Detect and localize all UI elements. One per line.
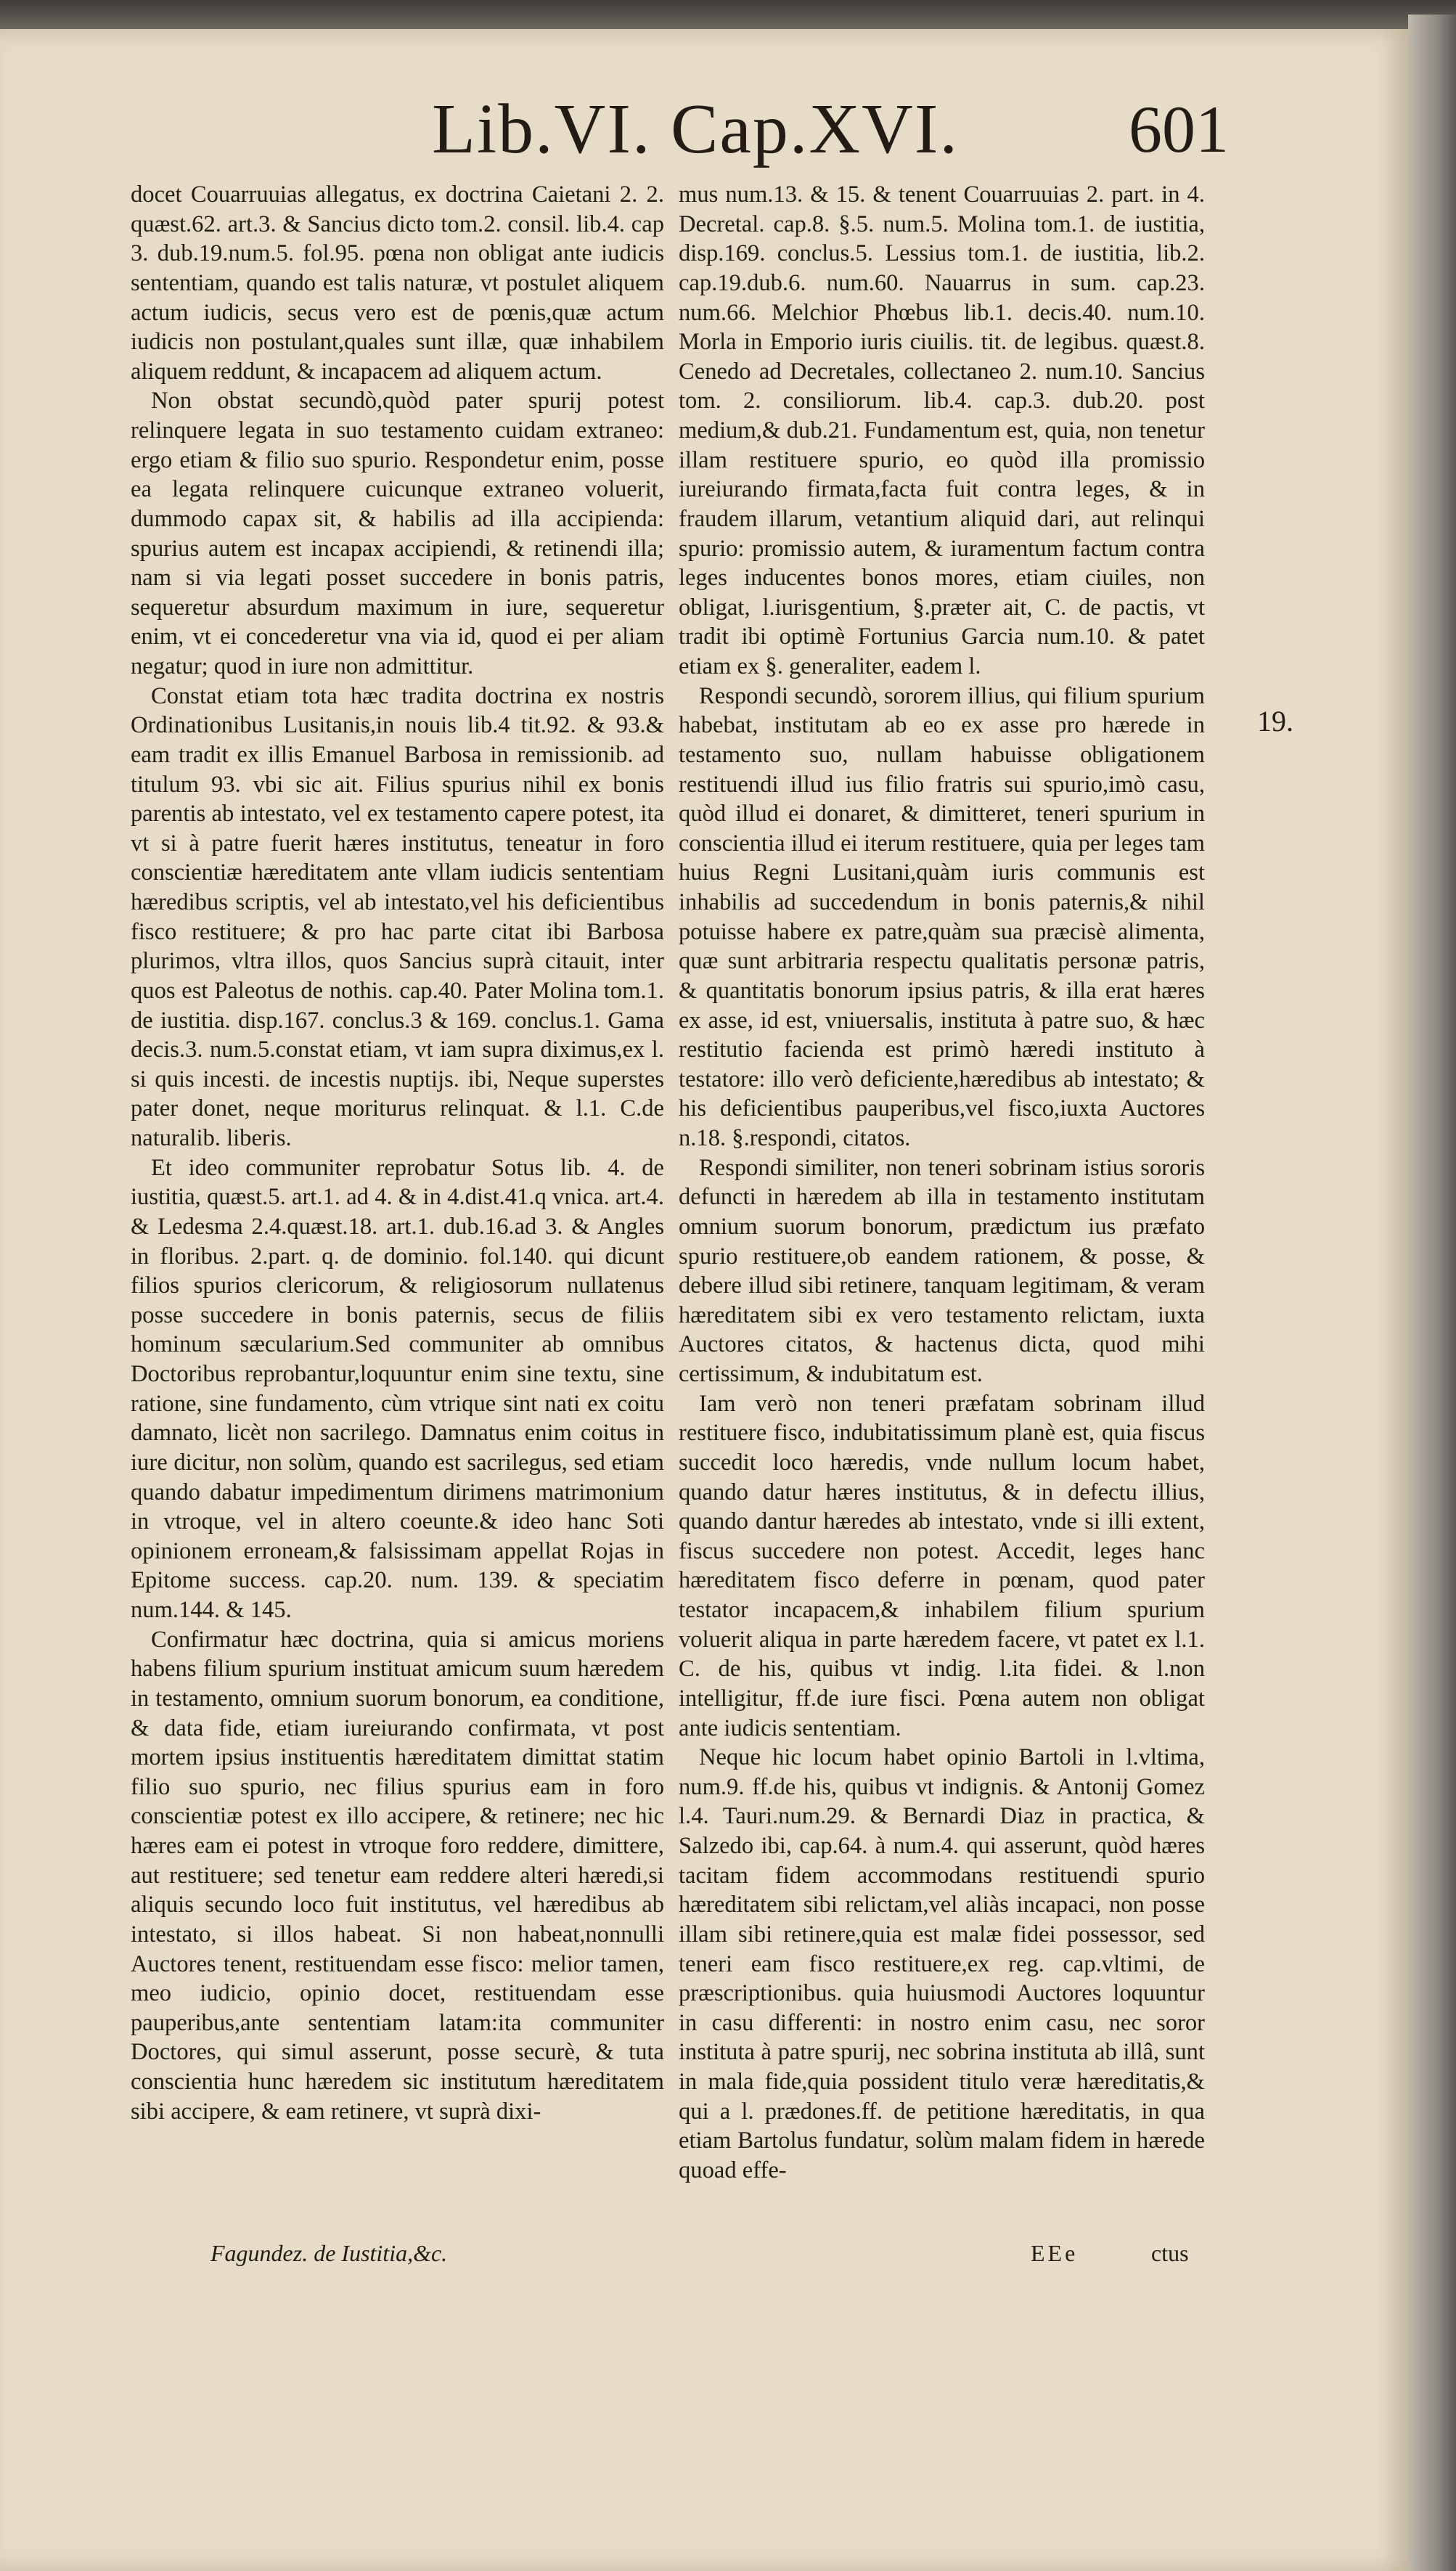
running-title: Lib.VI. Cap.XVI. [432, 90, 960, 168]
paragraph: Iam verò non teneri præfatam sobrinam illud restituere fisco, indubitatissimum planè est, quia fiscus succedit loco hæredis, vnde nullum locum habet, quando datur hæres institutus, & in defectu illius, quando dantur hæredes ab intestato, vnde si illi extent, fiscus succedere non potest. Accedit, leges hanc hæreditatem fisco deferre in pœnam, quod pater testator incapacem,& inhabilem filium spurium voluerit aliqua in parte hæredem facere, vt patet ex l.1. C. de his, quibus vt indig. l.ita fidei. & l.non intelligitur, ff.de iure fisci. Pœna autem non obligat ante iudicis sententiam. [679, 1390, 1205, 1741]
page-number: 601 [1129, 92, 1229, 166]
paragraph: Neque hic locum habet opinio Bartoli in l.vltima, num.9. ff.de his, quibus vt indignis. & Antonij Gomez l.4. Tauri.num.29. & Bernardi Diaz in practica, & Salzedo ibi, cap.64. à num.4. qui asserunt, quòd hæres tacitam fidem accommodans restituendi spurio hæreditatem sibi relictam,vel aliàs incapaci, non posse illam sibi retinere,quia est malæ fidei possessor, sed teneri eam fisco restituere,ex reg. cap.vltimi, de præscriptionibus. quia huiusmodi Auctores loquuntur in casu differenti: in nostro enim casu, nec soror instituta à patre spurij, nec sobrina instituta ab illâ, sunt in mala fide,quia possident titulo veræ hæreditatis,& qui a l. prædones.ff. de petitione hæreditatis, in qua etiam Bartolus fundatur, solùm malam fidem in hærede quoad effe- [679, 1744, 1205, 2183]
paragraph: docet Couarruuias allegatus, ex doctrina Caietani 2. 2. quæst.62. art.3. & Sancius dicto tom.2. consil. lib.4. cap 3. dub.19.num.5. fol.95. pœna non obligat ante iudicis sententiam, quando est talis naturæ, vt postulet aliquem actum iudicis, secus vero est de pœnis,quæ actum iudicis non postulant,quales sunt illæ, quæ inhabilem aliquem reddunt, & incapacem ad aliquem actum. [131, 181, 664, 385]
paragraph: mus num.13. & 15. & tenent Couarruuias 2. part. in 4. Decretal. cap.8. §.5. num.5. Molina tom.1. de iustitia, disp.169. conclus.5. Lessius tom.1. de iustitia, lib.2. cap.19.dub.6. num.60. Nauarrus in sum. cap.23. num.66. Melchior Phœbus lib.1. decis.40. num.10. Morla in Emporio iuris ciuilis. tit. de legibus. quæst.8. Cenedo ad Decretales, collectaneo 2. num.10. Sancius tom. 2. consiliorum. lib.4. cap.3. dub.20. post medium,& dub.21. Fundamentum est, quia, non tenetur illam restituere spurio, eo quòd illa promissio iureiurando firmata,facta fuit contra leges, & in fraudem illarum, vetantium aliquid dari, aut relinqui spurio: promissio autem, & iuramentum factum contra leges inducentes bonos mores, etiam ciuiles, non obligat, l.iurisgentium, §.præter ait, C. de pactis, vt tradit ibi optimè Fortunius Garcia num.10. & patet etiam ex §. generaliter, eadem l. [679, 181, 1205, 679]
paragraph: Constat etiam tota hæc tradita doctrina ex nostris Ordinationibus Lusitanis,in nouis lib.4 tit.92. & 93.& eam tradit ex illis Emanuel Barbosa in remissionib. ad titulum 93. vbi sic ait. Filius spurius nihil ex bonis parentis ab intestato, vel ex testamento capere potest, ita vt si à patre fuerit hæres institutus, teneatur in foro conscientiæ hæreditatem ante vllam iudicis sententiam hæredibus scriptis, vel ab intestato,vel his deficientibus fisco restituere; & pro hac parte citat ibi Barbosa plurimos, vltra illos, quos Sancius suprà citauit, inter quos est Paleotus de nothis. cap.40. Pater Molina tom.1. de iustitia. disp.167. conclus.3 & 169. conclus.1. Gama decis.3. num.5.constat etiam, vt iam supra diximus,ex l. si quis incesti. de incestis nuptijs. ibi, Neque superstes pater donet, neque moriturus relinquat. & l.1. C.de naturalib. liberis. [131, 682, 664, 1151]
catchword: ctus [1151, 2240, 1189, 2266]
page-header [348, 86, 1365, 173]
right-column [679, 180, 1205, 2186]
margin-note: 19. [1257, 705, 1293, 737]
book-page-edge [1408, 15, 1456, 2571]
paragraph: Non obstat secundò,quòd pater spurij potest relinquere legata in suo testamento cuidam extraneo: ergo etiam & filio suo spurio. Respondetur enim, posse ea legata relinquere cuicunque extraneo voluerit, dummodo capax sit, & habilis ad illa accipienda: spurius autem est incapax accipiendi, & retinendi illa; nam si via legati posset succedere in bonis patris, sequeretur absurdum maximum in iure, sequeretur enim, vt ei concederetur vna via id, quod ei per aliam negatur; quod in iure non admittitur. [131, 388, 664, 679]
paragraph: Confirmatur hæc doctrina, quia si amicus moriens habens filium spurium instituat amicum suum hæredem in testamento, omnium suorum bonorum, ea conditione, & data fide, etiam iureiurando confirmata, vt post mortem ipsius instituentis hæreditatem dimittat statim filio suo spurio, nec filius spurius eam in foro conscientiæ potest ex illo accipere, & retinere; nec hic hæres eam ei potest in vtroque foro reddere, dimittere, aut restituere; sed tenetur eam reddere alteri hæredi,si aliquis secundo loco fuit institutus, vel hæredibus ab intestato, si illos habeat. Si non habeat,nonnulli Auctores tenent, restituendam esse fisco: melior tamen, meo iudicio, opinio docet, restituendam esse pauperibus,ante sententiam latam:ita communiter Doctores, qui simul asserunt, posse securè, & tuta conscientia hunc hæredem sic institutum hæreditatem sibi accipere, & eam retinere, vt suprà dixi- [131, 1626, 664, 2125]
paragraph: Et ideo communiter reprobatur Sotus lib. 4. de iustitia, quæst.5. art.1. ad 4. & in 4.dist.41.q vnica. art.4. & Ledesma 2.4.quæst.18. art.1. dub.16.ad 3. & Angles in floribus. 2.part. q. de dominio. fol.140. qui dicunt filios spurios clericorum, & religiosorum nullatenus posse succedere in bonis paternis, secus de filiis hominum sæcularium.Sed communiter ab omnibus Doctoribus reprobantur,loquuntur enim sine textu, sine ratione, sine fundamento, cùm vtrique sint nati ex coitu damnato, licèt non sacrilego. Damnatus enim coitus in iure dicitur, non solùm, quando est sacrilegus, sed etiam quando dabatur impedimentum dirimens matrimonium in vtroque, vel in altero coeunte.& ideo hanc Soti opinionem erroneam,& falsissimam appellat Rojas in Epitome success. cap.20. num. 139. & speciatim num.144. & 145. [131, 1154, 664, 1623]
paragraph: Respondi similiter, non teneri sobrinam istius sororis defuncti in hæredem ab illa in testamento institutam omnium suorum bonorum, prædictum ius præfato spurio restituere,ob eandem rationem, & posse, & debere illud sibi retinere, tanquam legitimam, & veram hæreditatem sibi ex vero testamento relictam, iuxta Auctores citatos, & hactenus dicta, quod mihi certissimum, & indubitatum est. [679, 1154, 1205, 1387]
left-column [131, 180, 664, 2126]
running-foot: Fagundez. de Iustitia,&c. [210, 2240, 448, 2266]
paragraph: Respondi secundò, sororem illius, qui filium spurium habebat, institutam ab eo ex asse pro hærede in testamento suo, nullam habuisse obligationem restituendi illud ius filio fratris sui spurio,imò casu, quòd illud ei donaret, & dimitteret, teneri spurium in conscientia illud ei iterum restituere, quia per leges tam huius Regni Lusitani,quàm iuris communis est inhabilis ad succedendum in bonis paternis,& nihil potuisse habere ex patre,quàm sua præcisè alimenta, quæ sunt arbitraria respectu qualitatis personæ patris, & quantitatis bonorum ipsius patris, & illa erat hæres ex asse, id est, vniuersalis, instituta à patre suo, & hæc restitutio facienda est primò hæredi instituto à testatore: illo verò deficiente,hæredibus ab intestato; & his deficientibus pauperibus,vel fisco,iuxta Auctores n.18. §.respondi, citatos. [679, 682, 1205, 1151]
signature-mark: EEe [1031, 2240, 1079, 2266]
scan-top-band [0, 0, 1456, 29]
